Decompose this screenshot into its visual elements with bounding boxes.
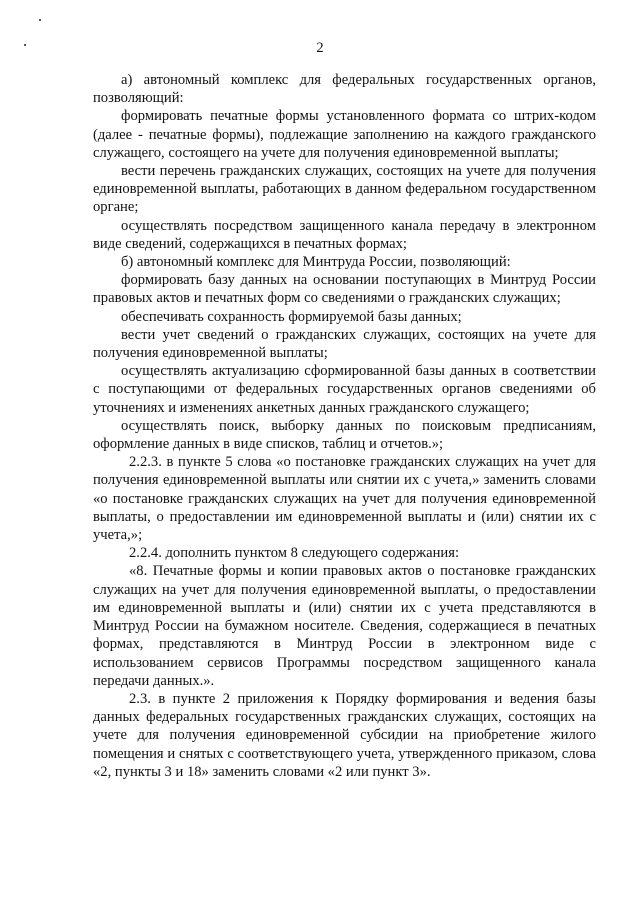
paragraph: б) автономный комплекс для Минтруда России, позволяющий:	[121, 254, 511, 271]
page-number: 2	[316, 40, 324, 56]
document-body	[93, 71, 596, 781]
scan-speck	[39, 19, 41, 21]
paragraph: обеспечивать сохранность формируемой базы данных;	[121, 308, 462, 325]
paragraph: 2.2.4. дополнить пунктом 8 следующего содержания:	[129, 545, 460, 562]
paragraph: осуществлять поиск, выборку данных по поисковым предписаниям, оформление данных в виде списков, таблиц и отчетов.»;	[93, 417, 596, 453]
paragraph: осуществлять посредством защищенного канала передачу в электронном виде сведений, содержащихся в печатных формах;	[93, 217, 596, 252]
paragraph: 2.3. в пункте 2 приложения к Порядку формирования и ведения базы данных федеральных государственных гражданских служащих, состоящих на учете для получения единовременной субсидии на приобретение жилого помещения и снятых с соответствующего учета, утвержденного приказом, слова «2, пункты 3 и 18» заменить словами «2 или пункт 3».	[93, 690, 596, 780]
paragraph: 2.2.3. в пункте 5 слова «о постановке гражданских служащих на учет для получения единовременной выплаты или снятии их с учета,» заменить словами «о постановке гражданских служащих на учет для получения единовременной выплаты, о предоставлении им единовременной выплаты и (или) снятии их с учета,»;	[93, 454, 596, 544]
paragraph: формировать базу данных на основании поступающих в Минтруд России правовых актов и печатных форм со сведениями о гражданских служащих;	[93, 272, 596, 307]
paragraph: вести учет сведений о гражданских служащих, состоящих на учете для получения единовременной выплаты;	[93, 326, 596, 362]
paragraph: а) автономный комплекс для федеральных государственных органов, позволяющий:	[93, 72, 596, 107]
paragraph: вести перечень гражданских служащих, состоящих на учете для получения единовременной выплаты, работающих в данном федеральном государственном органе;	[93, 163, 596, 216]
paragraph: «8. Печатные формы и копии правовых актов о постановке гражданских служащих на учет для получения единовременной выплаты, о предоставлении им единовременной выплаты и (или) снятии их с учета представляются в Минтруд России на бумажном носителе. Сведения, содержащиеся в печатных формах, представляются в Минтруд России в электронном виде с использованием сервисов Программы посредством защищенного канала передачи данных.».	[93, 563, 596, 689]
paragraph: формировать печатные формы установленного формата со штрих-кодом (далее - печатные формы), подлежащие заполнению на каждого гражданского служащего, состоящего на учете для получения единовременной выплаты;	[93, 108, 596, 161]
paragraph: осуществлять актуализацию сформированной базы данных в соответствии с поступающими от федеральных государственных органов сведениями об уточнениях и изменениях анкетных данных гражданского служащего;	[93, 363, 596, 416]
